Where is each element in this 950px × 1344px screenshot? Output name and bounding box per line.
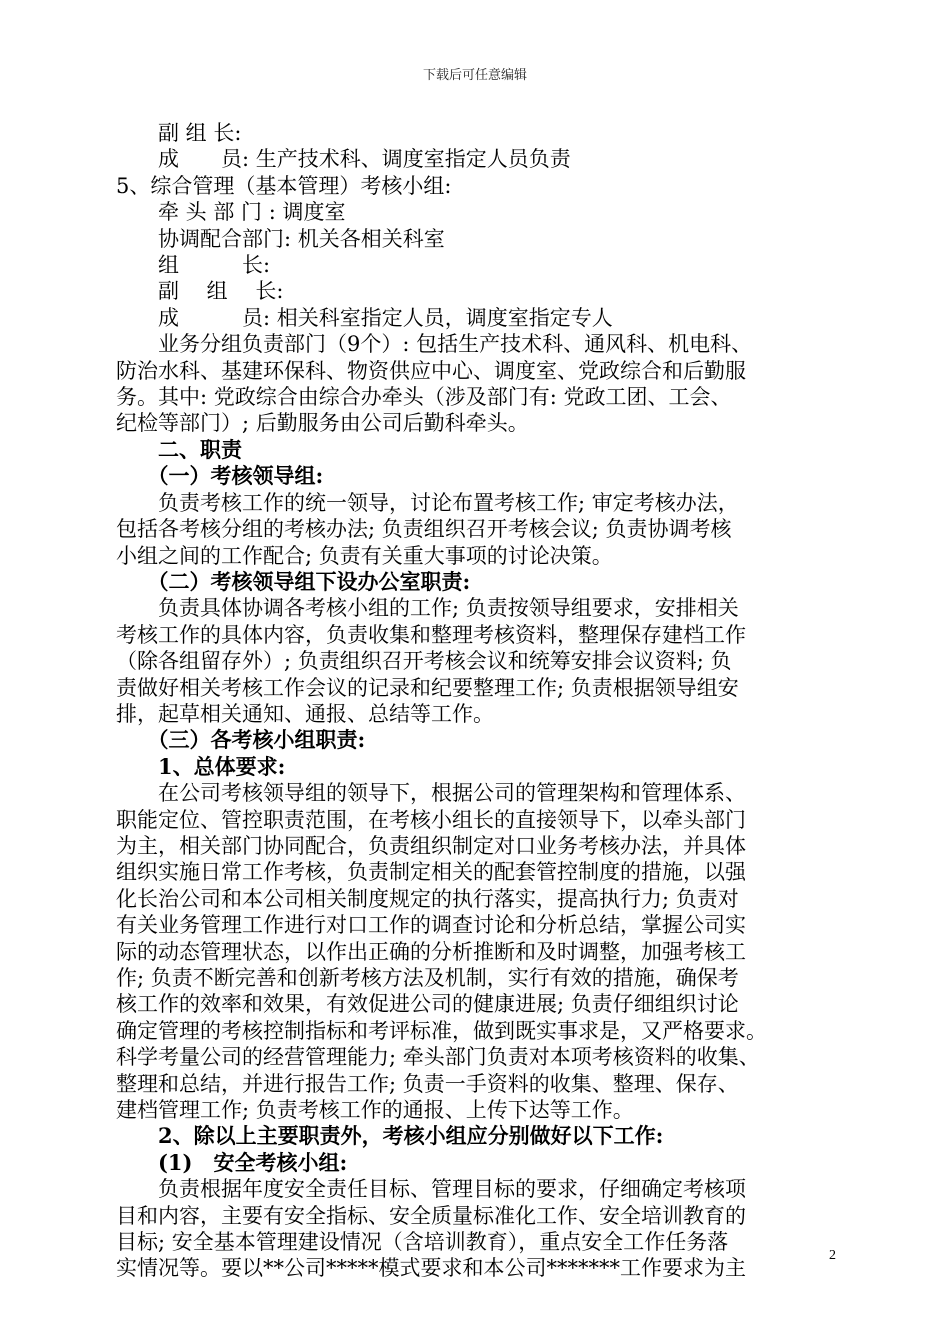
text-line: 目标; 安全基本管理建设情况（含培训教育），重点安全工作任务落	[116, 1230, 729, 1255]
text-line: 防治水科、基建环保科、物资供应中心、调度室、党政综合和后勤服	[116, 358, 746, 383]
section-heading: （三）各考核小组职责:	[116, 727, 366, 753]
text-line: 牵 头 部 门 : 调度室	[116, 200, 346, 225]
text-line: 负责考核工作的统一领导，讨论布置考核工作; 审定考核办法，	[116, 490, 739, 515]
text-line: 排，起草相关通知、通报、总结等工作。	[116, 701, 494, 726]
text-line: 为主，相关部门协同配合，负责组织制定对口业务考核办法，并具体	[116, 833, 746, 858]
text-line: 组织实施日常工作考核，负责制定相关的配套管控制度的措施，以强	[116, 860, 746, 885]
section-heading: （一）考核领导组:	[116, 463, 324, 489]
text-line: 考核工作的具体内容，负责收集和整理考核资料，整理保存建档工作	[116, 622, 746, 647]
text-line: 负责具体协调各考核小组的工作; 负责按领导组要求，安排相关	[116, 596, 739, 621]
text-line: 整理和总结，并进行报告工作; 负责一手资料的收集、整理、保存、	[116, 1071, 739, 1096]
text-line: 5、综合管理（基本管理）考核小组:	[116, 173, 452, 198]
text-line: 成 员: 相关科室指定人员，调度室指定专人	[116, 305, 613, 330]
text-line: 业务分组负责部门（9个）: 包括生产技术科、通风科、机电科、	[116, 332, 753, 357]
text-line: 目和内容，主要有安全指标、安全质量标准化工作、安全培训教育的	[116, 1203, 746, 1228]
section-heading: (1) 安全考核小组:	[116, 1149, 348, 1175]
text-line: 副 组 长:	[116, 279, 284, 304]
text-line: 作; 负责不断完善和创新考核方法及机制，实行有效的措施，确保考	[116, 966, 739, 990]
text-line: 科学考量公司的经营管理能力; 牵头部门负责对本项考核资料的收集、	[116, 1045, 760, 1070]
text-line: （除各组留存外）; 负责组织召开考核会议和统筹安排会议资料; 负	[116, 649, 732, 674]
text-line: 包括各考核分组的考核办法; 负责组织召开考核会议; 负责协调考核	[116, 517, 732, 542]
text-line: 组 长:	[116, 253, 271, 278]
section-heading: 1、总体要求:	[116, 753, 286, 779]
page-header: 下载后可任意编辑	[422, 68, 527, 83]
text-line: 职能定位、管控职责范围，在考核小组长的直接领导下，以牵头部门	[116, 807, 746, 832]
text-line: 小组之间的工作配合; 负责有关重大事项的讨论决策。	[116, 543, 613, 568]
section-heading: 二、职责	[116, 436, 242, 462]
text-line: 务。其中: 党政综合由综合办牵头（涉及部门有: 党政工团、工会、	[116, 385, 732, 410]
text-line: 负责根据年度安全责任目标、管理目标的要求，仔细确定考核项	[116, 1177, 746, 1202]
text-line: 有关业务管理工作进行对口工作的调查讨论和分析总结，掌握公司实	[116, 913, 746, 938]
text-line: 副 组 长:	[116, 121, 242, 145]
text-line: 化长治公司和本公司相关制度规定的执行落实，提高执行力; 负责对	[116, 886, 739, 911]
text-line: 核工作的效率和效果，有效促进公司的健康进展; 负责仔细组织讨论	[116, 992, 739, 1017]
text-line: 纪检等部门）; 后勤服务由公司后勤科牵头。	[116, 411, 529, 436]
text-line: 确定管理的考核控制指标和考评标准，做到既实事求是，又严格要求。	[116, 1018, 767, 1043]
text-line: 建档管理工作; 负责考核工作的通报、上传下达等工作。	[116, 1098, 634, 1123]
text-line: 在公司考核领导组的领导下，根据公司的管理架构和管理体系、	[116, 781, 746, 806]
page-number: 2	[829, 1248, 836, 1263]
text-line: 实情况等。要以**公司*****模式要求和本公司*******工作要求为主	[116, 1256, 746, 1281]
text-line: 成 员: 生产技术科、调度室指定人员负责	[116, 147, 571, 172]
section-heading: 2、除以上主要职责外，考核小组应分别做好以下工作:	[116, 1123, 664, 1149]
text-line: 际的动态管理状态，以作出正确的分析推断和及时调整，加强考核工	[116, 939, 746, 964]
text-line: 协调配合部门: 机关各相关科室	[116, 226, 445, 251]
section-heading: （二）考核领导组下设办公室职责:	[116, 568, 471, 594]
document-body	[116, 120, 836, 1282]
text-line: 责做好相关考核工作会议的记录和纪要整理工作; 负责根据领导组安	[116, 675, 739, 700]
